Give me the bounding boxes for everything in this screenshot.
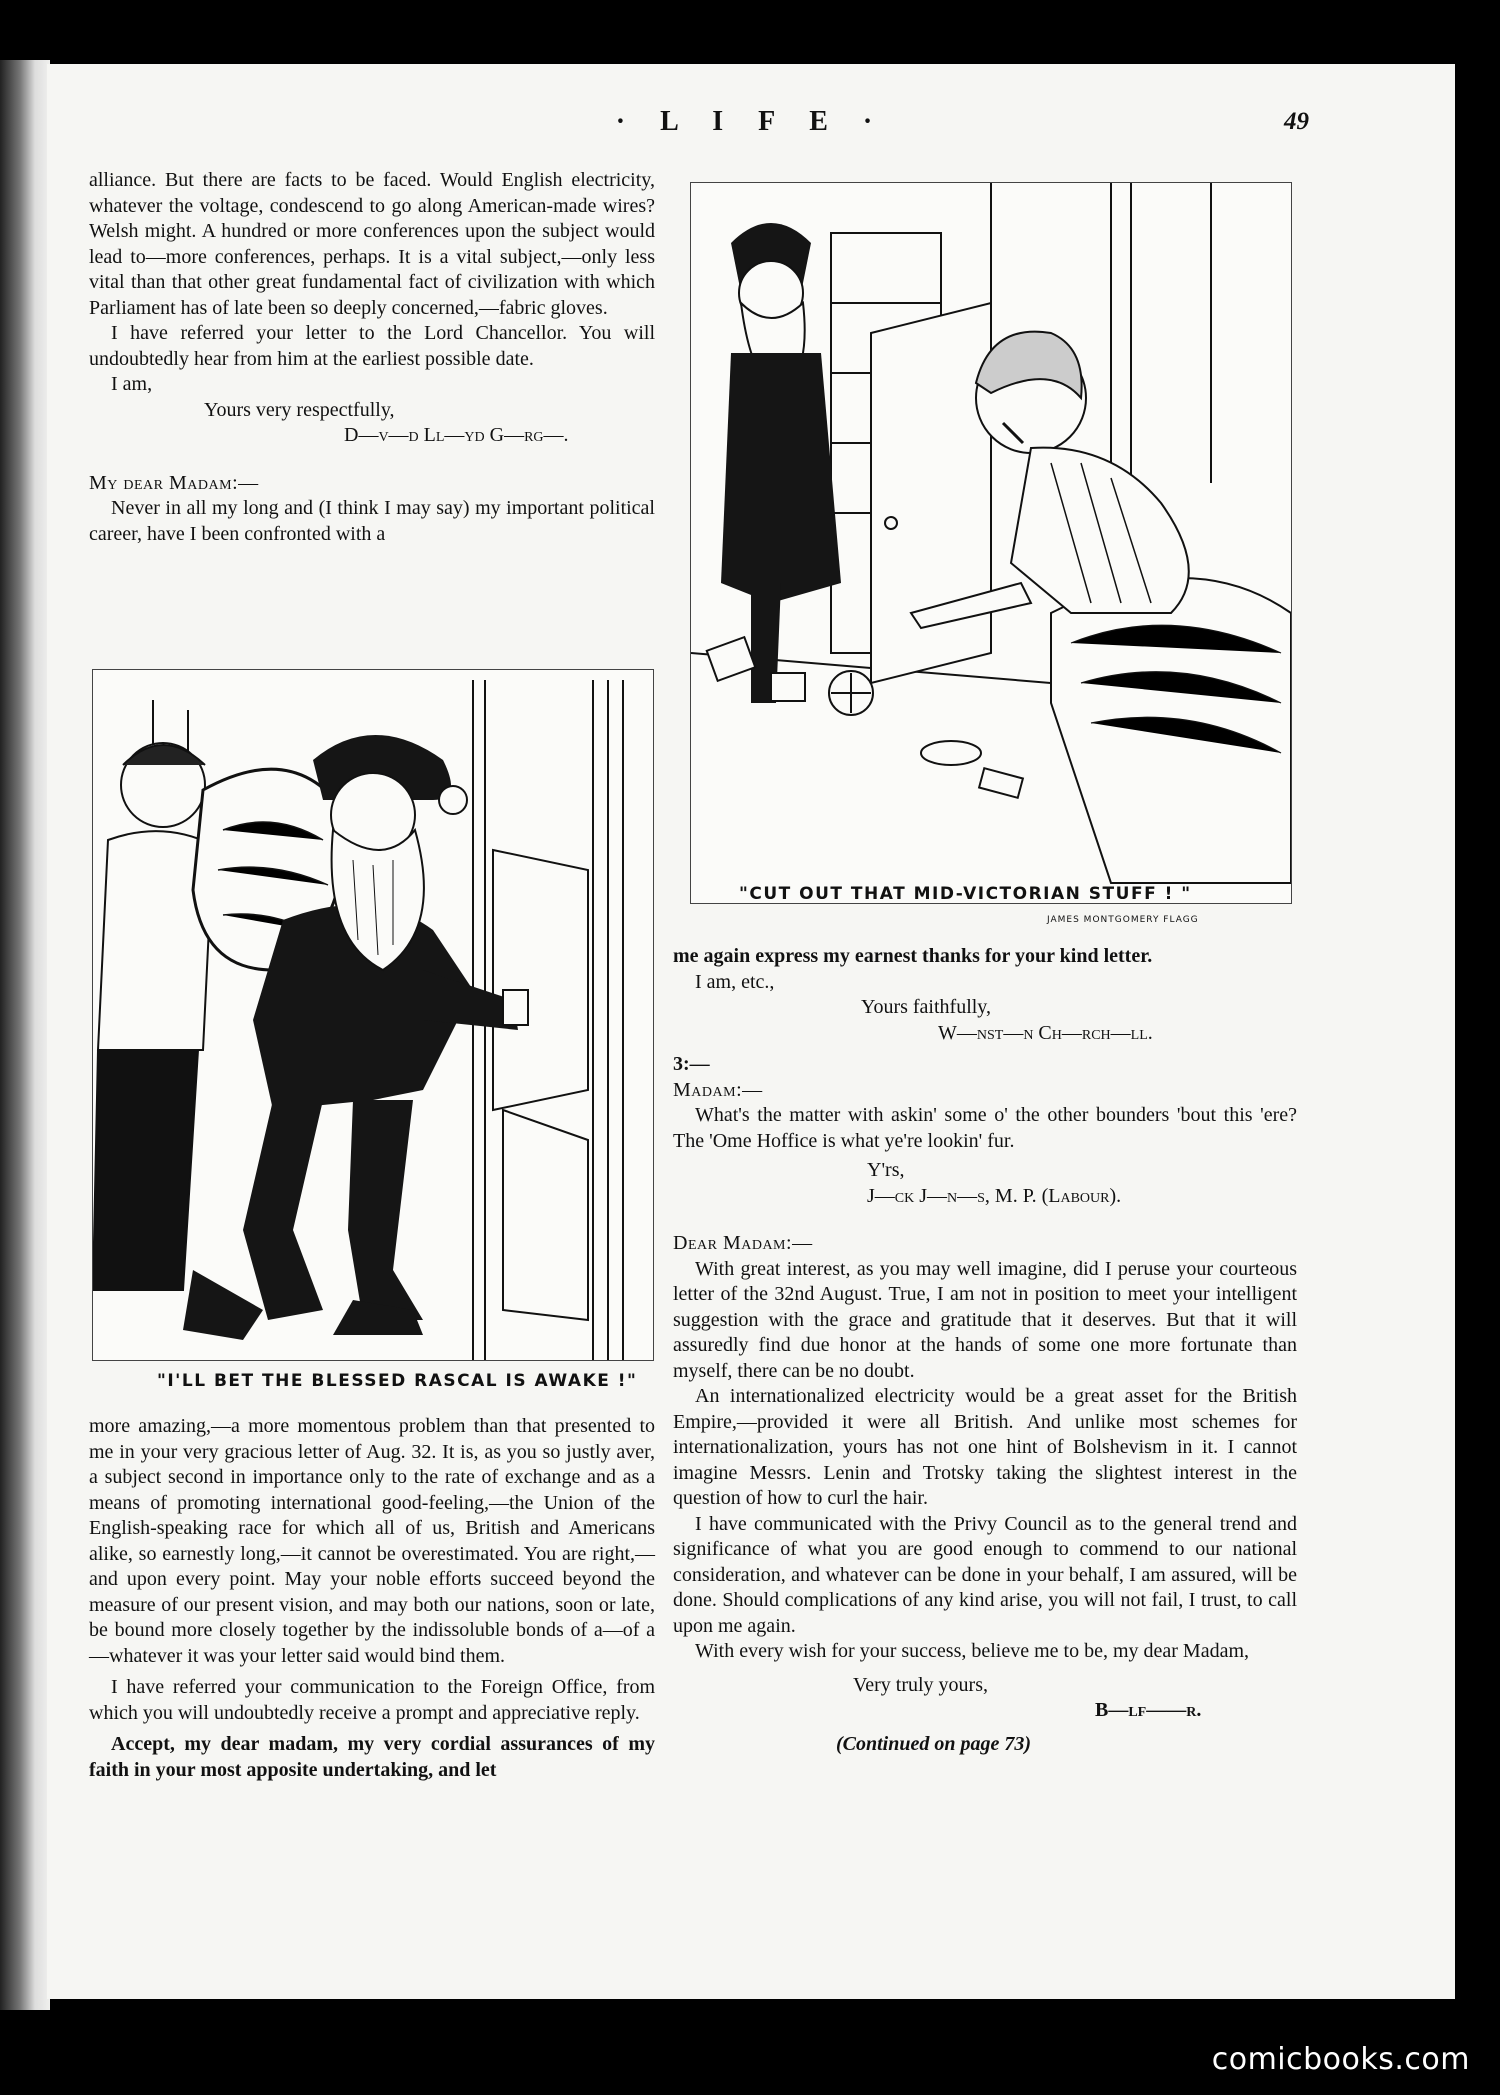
child-in-bed-drawing	[691, 183, 1291, 903]
paragraph: me again express my earnest thanks for your kind letter.	[673, 945, 1153, 967]
paragraph: more amazing,—a more momentous problem than that presented to me in your very gracious letter of Aug. 32. It is, as you so justly aver, a subject second in importance only to the rate of exchange and as a means of promoting international good-feeling,—the Union of the English-speaking race for which all of us, British and Americans alike, so earnestly long,—it cannot be overestimated. You are right,—and upon every point. May your noble efforts succeed beyond the measure of our present vision, and may both our nations, soon or late, be bound more closely together by the indissoluble bonds of a—of a—whatever it was your letter said would bind them.	[89, 1415, 655, 1667]
magazine-page	[47, 64, 1455, 1999]
paragraph: An internationalized electricity would be a great asset for the British Empire,—provided it were all British. And unlike most schemes for internationalization, yours has not one hint of Bolshevism in it. I cannot imagine Messrs. Lenin and Trotsky taking the slightest interest in the question of how to curl the hair.	[673, 1385, 1297, 1509]
paragraph: I have referred your letter to the Lord Chancellor. You will undoubtedly hear from him at the earliest possible date.	[89, 322, 655, 370]
salutation: My dear Madam:—	[89, 471, 259, 494]
salutation: Dear Madam:—	[673, 1232, 813, 1254]
left-column-top	[89, 168, 655, 547]
closing-line: I am, etc.,	[695, 970, 775, 993]
paragraph: With great interest, as you may well imagine, did I peruse your courteous letter of the 32nd August. True, I am not in position to meet your intelligent suggestion with the grace and gratitude that it deserves. But that it will assuredly find due honor at the hands of some one more fortunate than myself, there can be no doubt.	[673, 1257, 1297, 1382]
signature-balfour: B—lf——r.	[1095, 1699, 1202, 1721]
paragraph: Never in all my long and (I think I may say) my important political career, have I been confronted with a	[89, 497, 655, 545]
masthead: · L I F E ·	[615, 106, 887, 137]
paragraph: What's the matter with askin' some o' the other bounders 'bout this 'ere? The 'Ome Hoffice is what ye're lookin' fur.	[673, 1104, 1297, 1152]
continued-note: (Continued on page 73)	[836, 1732, 1032, 1755]
artist-signature: JAMES MONTGOMERY FLAGG	[1047, 915, 1199, 925]
paragraph: With every wish for your success, believe me to be, my dear Madam,	[695, 1640, 1250, 1662]
right-column	[673, 944, 1297, 1757]
paragraph: I have communicated with the Privy Council as to the general trend and significance of what you are good enough to commend to our national consideration, and whatever can be done in your behalf, I am assured, will be done. Should complications of any kind arise, you will not fail, I trust, to call upon me again.	[673, 1512, 1297, 1637]
watermark: comicbooks.com	[1211, 2042, 1470, 2077]
caption-right-illustration: "CUT OUT THAT MID-VICTORIAN STUFF ! "	[739, 884, 1192, 904]
left-column-bottom	[89, 1414, 655, 1783]
closing-line: I am,	[111, 373, 153, 395]
closing-line: Yours faithfully,	[861, 996, 992, 1018]
signature-lloyd-george: D—v—d Ll—yd G—rg—.	[344, 424, 569, 446]
paragraph: alliance. But there are facts to be faced. Would English electricity, whatever the voltage, condescend to go along American-made wires? Welsh might. A hundred or more conferences upon the subject would lead to—more conferences, perhaps. It is a vital subject,—only less vital than that other great fundamental fact of civilization with which Parliament has of late been so deeply concerned,—fabric gloves.	[89, 169, 655, 319]
salutation: Madam:—	[673, 1078, 763, 1101]
illustration-child-in-bed	[690, 182, 1292, 904]
closing-line: Yours very respectfully,	[204, 398, 395, 421]
paragraph: I have referred your communication to the Foreign Office, from which you will undoubtedly receive a prompt and appreciative reply.	[89, 1676, 655, 1724]
caption-left-illustration: "I'LL BET THE BLESSED RASCAL IS AWAKE !"	[157, 1371, 638, 1391]
book-spine	[0, 60, 50, 2010]
illustration-santa-doorway	[92, 669, 654, 1361]
page-number: 49	[1284, 108, 1309, 135]
closing-line: Very truly yours,	[853, 1673, 988, 1696]
santa-doorway-drawing	[93, 670, 653, 1360]
signature-churchill: W—nst—n Ch—rch—ll.	[938, 1021, 1153, 1044]
letter-number: 3:—	[673, 1053, 710, 1075]
signature-jones: J—ck J—n—s, M. P. (Labour).	[867, 1184, 1122, 1207]
closing-line: Y'rs,	[867, 1159, 905, 1181]
paragraph: Accept, my dear madam, my very cordial assurances of my faith in your most apposite undertaking, and let	[89, 1733, 655, 1781]
